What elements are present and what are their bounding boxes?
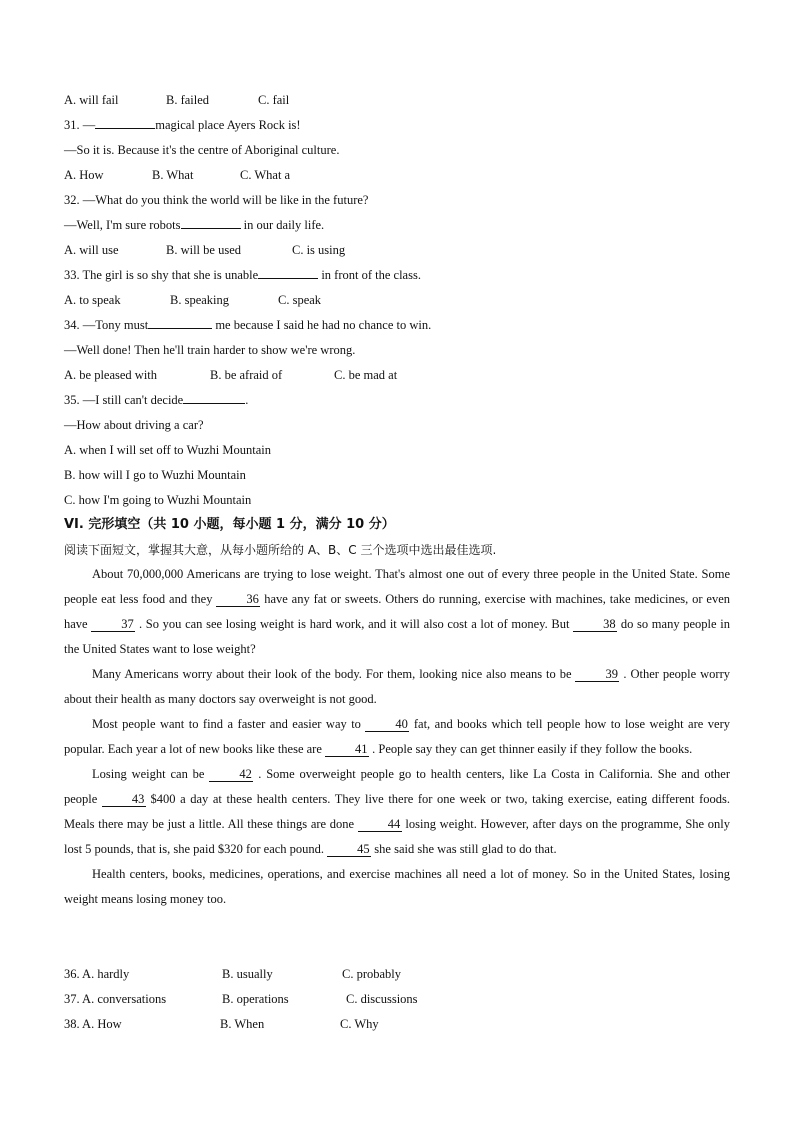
option-b: B. failed xyxy=(166,93,210,107)
question-number: 31. — xyxy=(64,118,96,132)
option-c: C. speak xyxy=(278,293,322,307)
question-text: in front of the class. xyxy=(321,268,421,282)
option-b: B. how will I go to Wuzhi Mountain xyxy=(64,468,246,482)
passage-paragraph-4 xyxy=(64,762,730,862)
option-a: A. will fail xyxy=(64,93,119,107)
question-33-options xyxy=(64,292,734,308)
option-c: C. discussions xyxy=(346,992,418,1006)
option-c: C. fail xyxy=(258,93,290,107)
question-30-options xyxy=(64,92,734,108)
option-a: A. when I will set off to Wuzhi Mountain xyxy=(64,443,271,457)
passage-text: Health centers, books, medicines, operations, and exercise machines all need a lot of money. So in the United States, losing weight means losing money too. xyxy=(64,867,730,906)
question-34-options xyxy=(64,367,734,383)
answer-blank xyxy=(148,328,212,329)
option-a: A. will use xyxy=(64,243,119,257)
question-text: . xyxy=(245,393,249,407)
question-text: —Well, I'm sure robots xyxy=(64,218,181,232)
answer-blank xyxy=(183,403,245,404)
passage-paragraph-2 xyxy=(64,662,730,712)
blank-37: 37 xyxy=(91,618,135,632)
option-a: A. to speak xyxy=(64,293,121,307)
passage-paragraph-5 xyxy=(64,862,730,912)
option-b: B. will be used xyxy=(166,243,241,257)
question-35-reply: —How about driving a car? xyxy=(64,418,204,432)
blank-42: 42 xyxy=(209,768,253,782)
passage-text: $400 a day at these health centers. They live there for one week or two, taking exercise, eating different foods. Meals there may be just a little. All these things are done xyxy=(64,792,730,831)
question-31-reply: —So it is. Because it's the centre of Aboriginal culture. xyxy=(64,143,340,157)
passage-text: . Some overweight people go to health centers, like La Costa in California. She and other people xyxy=(64,767,730,806)
question-37-options xyxy=(64,991,734,1007)
option-b: B. be afraid of xyxy=(210,368,283,382)
passage-text: . So you can see losing weight is hard work, and it will also cost a lot of money. But xyxy=(135,617,574,631)
question-34 xyxy=(64,317,734,333)
option-b: B. usually xyxy=(222,967,273,981)
passage-text: Losing weight can be xyxy=(92,767,210,781)
question-text: 34. —Tony must xyxy=(64,318,149,332)
option-c: C. be mad at xyxy=(334,368,398,382)
option-a: A. How xyxy=(64,168,104,182)
question-text: 33. The girl is so shy that she is unable xyxy=(64,268,259,282)
question-text: magical place Ayers Rock is! xyxy=(155,118,301,132)
option-c: C. Why xyxy=(340,1017,379,1031)
passage-text: do so many people in the United States want to lose weight? xyxy=(64,617,730,656)
option-b: B. speaking xyxy=(170,293,230,307)
question-34-reply: —Well done! Then he'll train harder to show we're wrong. xyxy=(64,343,356,357)
option-a: 36. A. hardly xyxy=(64,967,130,981)
passage-text: she said she was still glad to do that. xyxy=(371,842,557,856)
question-32-options xyxy=(64,242,734,258)
blank-45: 45 xyxy=(327,843,371,857)
section-title: VI. 完形填空（共 10 小题，每小题 1 分，满分 10 分） xyxy=(64,517,395,532)
option-c: C. probably xyxy=(342,967,402,981)
passage-text: About 70,000,000 Americans are trying to lose weight. That's almost one out of every three people in the United State. Some people eat less food and they xyxy=(64,567,730,606)
question-text: 35. —I still can't decide xyxy=(64,393,184,407)
option-c: C. is using xyxy=(292,243,346,257)
question-35 xyxy=(64,392,734,408)
option-c: C. how I'm going to Wuzhi Mountain xyxy=(64,493,252,507)
option-a: 38. A. How xyxy=(64,1017,122,1031)
option-a: 37. A. conversations xyxy=(64,992,167,1006)
question-32: 32. —What do you think the world will be like in the future? xyxy=(64,193,369,207)
answer-blank xyxy=(95,128,155,129)
option-b: B. When xyxy=(220,1017,265,1031)
option-b: B. What xyxy=(152,168,194,182)
passage-text: . Other people worry about their health as many doctors say overweight is not good. xyxy=(64,667,730,706)
passage-text: have any fat or sweets. Others do running, exercise with machines, take medicines, or even have xyxy=(64,592,730,631)
blank-44: 44 xyxy=(358,818,402,832)
blank-39: 39 xyxy=(575,668,619,682)
passage-text: Most people want to find a faster and easier way to xyxy=(92,717,366,731)
answer-blank xyxy=(258,278,318,279)
passage-text: losing weight. However, after days on the programme, She only lost 5 pounds, that is, she paid $320 for each pound. xyxy=(64,817,730,856)
option-c: C. What a xyxy=(240,168,291,182)
blank-36: 36 xyxy=(216,593,260,607)
passage-paragraph-3 xyxy=(64,712,730,762)
question-text: in our daily life. xyxy=(243,218,325,232)
question-36-options xyxy=(64,966,734,982)
question-33 xyxy=(64,267,734,283)
blank-43: 43 xyxy=(102,793,146,807)
passage-paragraph-1 xyxy=(64,562,730,662)
question-32-reply xyxy=(64,217,734,233)
option-a: A. be pleased with xyxy=(64,368,158,382)
passage-text: Many Americans worry about their look of the body. For them, looking nice also means to be xyxy=(92,667,576,681)
question-31-options xyxy=(64,167,734,183)
question-31 xyxy=(64,117,734,133)
cloze-passage xyxy=(64,562,730,912)
option-b: B. operations xyxy=(222,992,289,1006)
blank-41: 41 xyxy=(325,743,369,757)
blank-40: 40 xyxy=(365,718,409,732)
answer-blank xyxy=(181,228,241,229)
passage-text: . People say they can get thinner easily if they follow the books. xyxy=(369,742,693,756)
question-text: me because I said he had no chance to win. xyxy=(215,318,432,332)
question-38-options xyxy=(64,1016,734,1032)
section-instruction: 阅读下面短文，掌握其大意，从每小题所给的 A、B、C 三个选项中选出最佳选项. xyxy=(64,543,497,557)
passage-text: fat, and books which tell people how to lose weight are very popular. Each year a lot of new books like these are xyxy=(64,717,730,756)
blank-38: 38 xyxy=(573,618,617,632)
